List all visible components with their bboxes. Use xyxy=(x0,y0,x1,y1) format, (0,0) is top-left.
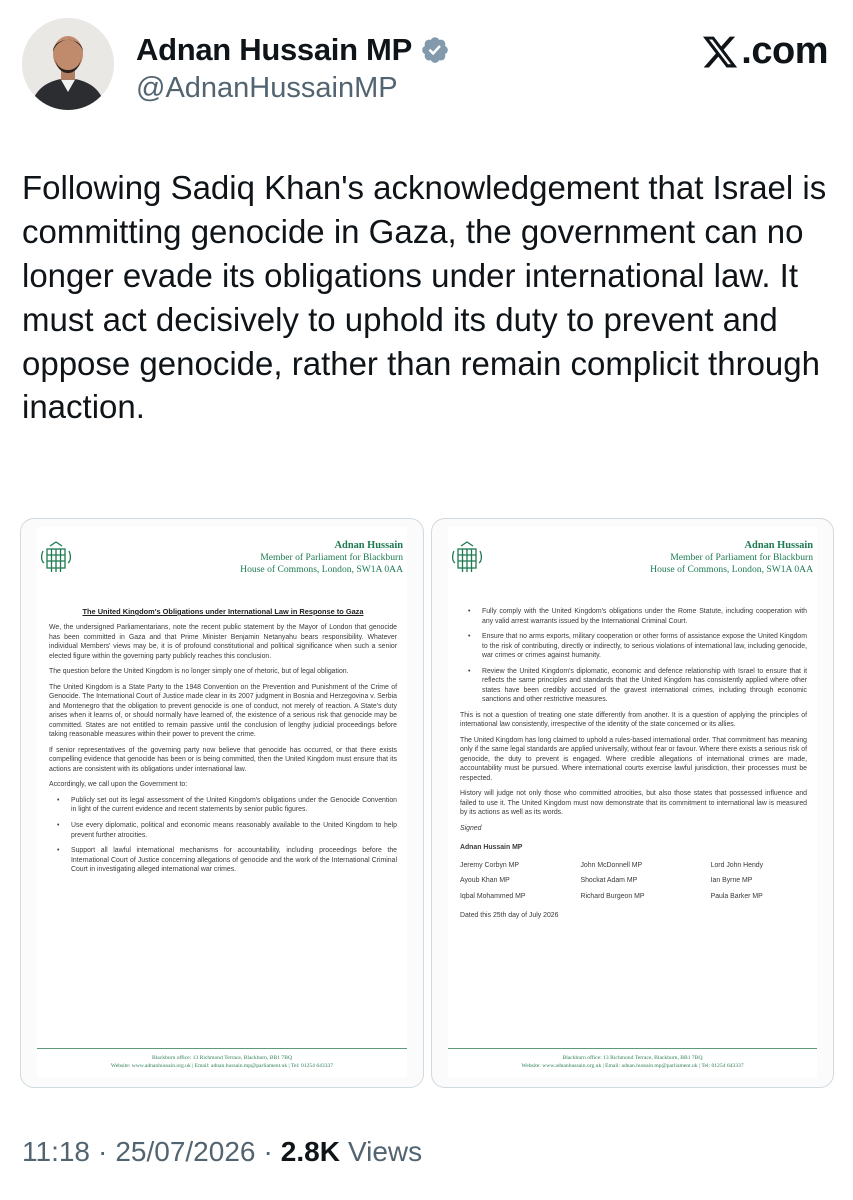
portcullis-crest-icon xyxy=(452,541,482,575)
post-time[interactable]: 11:18 xyxy=(22,1136,90,1167)
demands-list xyxy=(49,796,397,875)
letter-body-page-1 xyxy=(49,607,397,881)
demand-item: • Use every diplomatic, political and economic means reasonably available to the United Kingdom to help prevent further atrocities. xyxy=(55,821,397,840)
dated-line: Dated this 25th day of July 2026 xyxy=(460,912,559,920)
signatory: Paula Barker MP xyxy=(710,892,763,900)
footer-contact: Website: www.adnanhussain.org.uk | Email: adnan.hussain.mp@parliament.uk | Tel: 01254 643337 xyxy=(110,1063,334,1070)
signatories-grid xyxy=(460,861,807,902)
letter-paragraph: This is not a question of treating one state differently from another. It is a question of applying the principles of international law consistently, irrespective of the identity of the state concerned or its allies. xyxy=(460,711,807,729)
letter-page-2 xyxy=(448,527,817,1077)
letter-title: The United Kingdom's Obligations under International Law in Response to Gaza xyxy=(82,607,364,616)
letterhead-address: House of Commons, London, SW1A 0AA xyxy=(650,563,813,575)
views-label: Views xyxy=(347,1136,423,1167)
letterhead xyxy=(240,539,403,576)
signatory: Iqbal Mohammed MP xyxy=(460,892,526,900)
avatar-portrait-icon xyxy=(22,18,114,110)
media-image-page-1[interactable] xyxy=(20,518,424,1088)
letterhead-name: Adnan Hussain xyxy=(334,540,403,551)
letterhead-address: House of Commons, London, SW1A 0AA xyxy=(240,563,403,575)
letter-footer xyxy=(37,1048,407,1071)
demand-item: • Support all lawful international mechanisms for accountability, including proceedings before the International Court of Justice concerning allegations of genocide and the work of the International Criminal Court in investigating alleged international war crimes. xyxy=(55,846,397,875)
verified-badge-icon xyxy=(420,35,450,65)
letterhead xyxy=(650,539,813,576)
letterhead-name: Adnan Hussain xyxy=(744,540,813,551)
letter-paragraph: The United Kingdom is a State Party to the 1948 Convention on the Prevention and Punishment of the Crime of Genocide. The International Court of Justice made clear in its 2007 judgment in Bosnia and Herzegovina v. Serbia and Montenegro that the obligation to prevent genocide is one of conduct, not merely of reaction. A State's duty arises when it learns of, or should normally have learned of, the existence of a serious risk that genocide may be committed. States are not entitled to remain passive until the conclusion of lengthy judicial proceedings before taking reasonable measures within their power to prevent the crime. xyxy=(49,683,397,739)
brand-domain-label: .com xyxy=(741,30,828,72)
demand-item: • Publicly set out its legal assessment of the United Kingdom's obligations under the Genocide Convention in light of the current evidence and recent statements by senior public figures. xyxy=(55,796,397,815)
x-logo-icon xyxy=(701,33,739,71)
footer-office: Blackburn office: 13 Richmond Terrace, Blackburn, BB1 7BQ xyxy=(152,1054,292,1061)
letter-body-page-2 xyxy=(460,607,807,927)
letter-paragraph: The question before the United Kingdom is no longer simply one of rhetoric, but of legal obligation. xyxy=(49,668,349,676)
letter-paragraph: Accordingly, we call upon the Government to: xyxy=(49,781,188,789)
user-avatar[interactable] xyxy=(22,18,114,110)
footer-contact: Website: www.adnanhussain.org.uk | Email: adnan.hussain.mp@parliament.uk | Tel: 01254 643337 xyxy=(521,1063,744,1070)
signatory: Lord John Hendy xyxy=(710,861,764,869)
letterhead-role: Member of Parliament for Blackburn xyxy=(260,552,403,563)
signatory: Jeremy Corbyn MP xyxy=(460,861,519,869)
signatory: Shockat Adam MP xyxy=(580,877,638,885)
letter-paragraph: We, the undersigned Parliamentarians, note the recent public statement by the Mayor of London that genocide has been committed in Gaza and that Prime Minister Benjamin Netanyahu bears responsibility. Whatever individual Members' views may be, it is of profound constitutional and political significance when such a senior elected figure within the governing party publicly reaches this conclusion. xyxy=(49,624,397,660)
media-image-page-2[interactable] xyxy=(431,518,834,1088)
display-name[interactable]: Adnan Hussain MP xyxy=(136,32,412,67)
letter-footer xyxy=(448,1048,817,1071)
tweet-text: Following Sadiq Khan's acknowledgement that Israel is committing genocide in Gaza, the government can no longer evade its obligations under international law. It must act decisively to uphold its duty to prevent and oppose genocide, rather than remain complicit through inaction. xyxy=(22,169,827,426)
letter-paragraph: The United Kingdom has long claimed to uphold a rules-based international order. That commitment has meaning only if the same legal standards are applied universally, without fear or favour. Where there exists a serious risk of genocide, the duty to prevent is engaged. Where credible allegations of international crimes are made, accountability must be pursued. Where international courts exercise lawful jurisdiction, their processes must be respected. xyxy=(460,736,807,782)
demand-item: • Ensure that no arms exports, military cooperation or other forms of assistance expose the United Kingdom to the risk of contributing, directly or indirectly, to serious violations of international law, including genocide, war crimes or crimes against humanity. xyxy=(466,632,807,661)
tweet-header xyxy=(22,18,832,110)
signed-label: Signed xyxy=(460,824,482,832)
meta-separator: · xyxy=(263,1136,273,1167)
name-row xyxy=(136,32,450,68)
letter-paragraph: History will judge not only those who committed atrocities, but also those states that possessed influence and failed to use it. The United Kingdom must now demonstrate that its commitment to international law is measured by its actions as well as its words. xyxy=(460,790,807,817)
x-brand-watermark xyxy=(701,30,828,73)
signatory: John McDonnell MP xyxy=(580,861,643,869)
signatory: Richard Burgeon MP xyxy=(580,892,645,900)
post-date[interactable]: 25/07/2026 xyxy=(115,1136,256,1167)
signatory: Ayoub Khan MP xyxy=(460,877,510,885)
letter-page-1 xyxy=(37,527,407,1077)
portcullis-crest-icon xyxy=(41,541,71,575)
footer-office: Blackburn office: 13 Richmond Terrace, Blackburn, BB1 7BQ xyxy=(562,1054,703,1061)
demands-list-continued xyxy=(460,607,807,705)
views-count[interactable]: 2.8K xyxy=(280,1136,340,1167)
user-handle[interactable]: @AdnanHussainMP xyxy=(136,72,398,104)
signatory: Ian Byrne MP xyxy=(710,877,753,885)
meta-separator: · xyxy=(98,1136,108,1167)
demand-item: • Review the United Kingdom's diplomatic, economic and defence relationship with Israel to ensure that it reflects the same principles and standards that the United Kingdom has consistently applied where other states have been credibly accused of the gravest international crimes, including through economic sanctions and other restrictive measures. xyxy=(466,667,807,705)
letter-paragraph: If senior representatives of the governing party now believe that genocide has occurred, or that there exists compelling evidence that genocide has been or is being committed, then the United Kingdom must ensure that its actions are consistent with its obligations under international law. xyxy=(49,746,397,773)
tweet-meta xyxy=(22,1136,422,1168)
letterhead-role: Member of Parliament for Blackburn xyxy=(670,552,813,563)
demand-item: • Fully comply with the United Kingdom's obligations under the Rome Statute, including cooperation with any valid arrest warrants issued by the International Criminal Court. xyxy=(466,607,807,626)
lead-signatory: Adnan Hussain MP xyxy=(460,844,523,852)
